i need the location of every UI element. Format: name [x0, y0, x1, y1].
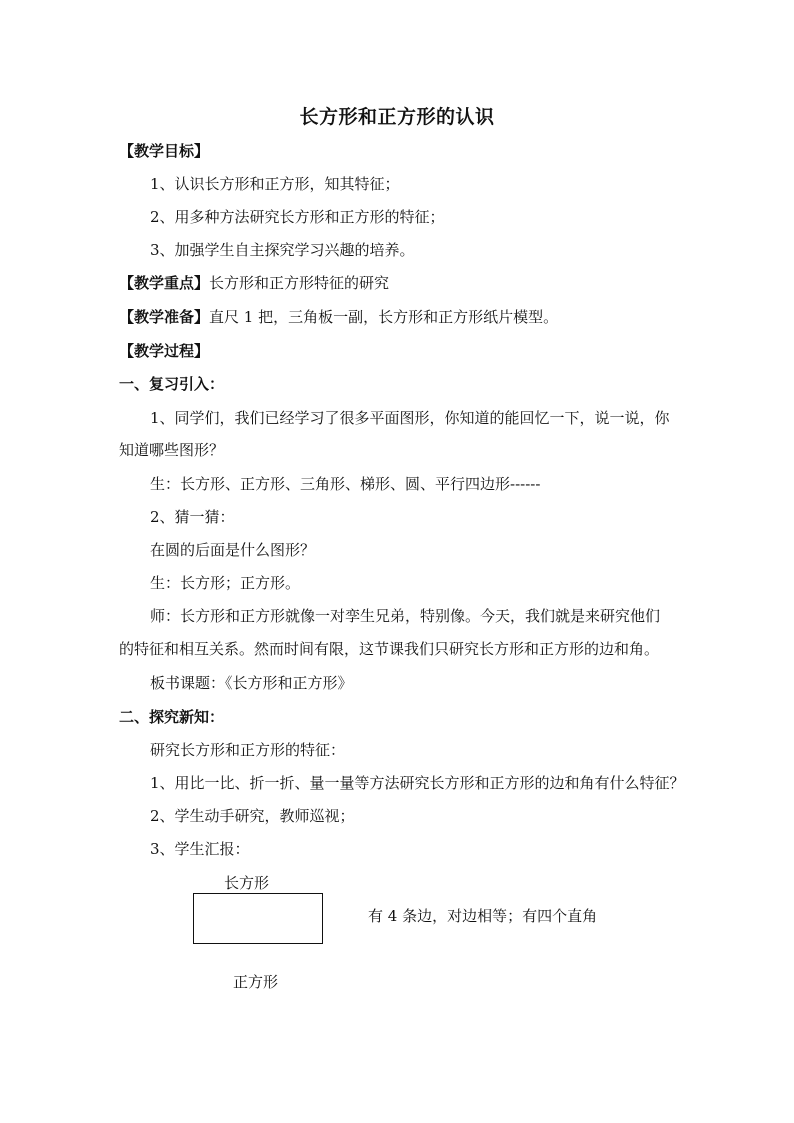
- objective-item-1: 1、认识长方形和正方形，知其特征；: [150, 175, 400, 193]
- preparation-line: [119, 307, 558, 327]
- section1-line-4: 2、猜一猜：: [150, 508, 235, 526]
- key-points-heading: 【教学重点】: [119, 274, 210, 292]
- section1-line-8: 的特征和相互关系。然而时间有限，这节课我们只研究长方形和正方形的边和角。: [119, 640, 660, 658]
- key-points-line: [119, 273, 389, 293]
- square-label: 正方形: [233, 973, 279, 991]
- rectangle-figure: [193, 893, 323, 944]
- preparation-text: 直尺 1 把，三角板一副，长方形和正方形纸片模型。: [209, 308, 559, 326]
- section1-line-6: 生：长方形；正方形。: [150, 574, 301, 592]
- section2-line-1: 研究长方形和正方形的特征：: [150, 741, 346, 759]
- section1-line-1: 1、同学们，我们已经学习了很多平面图形，你知道的能回忆一下，说一说，你: [150, 409, 670, 427]
- rectangle-label: 长方形: [224, 874, 270, 892]
- section1-line-9: 板书课题：《长方形和正方形》: [150, 674, 353, 692]
- section1-heading: 一、复习引入：: [119, 375, 225, 393]
- objective-item-2: 2、用多种方法研究长方形和正方形的特征；: [150, 208, 445, 226]
- section2-line-2: 1、用比一比、折一折、量一量等方法研究长方形和正方形的边和角有什么特征？: [150, 774, 685, 792]
- document-title: 长方形和正方形的认识: [299, 106, 495, 128]
- process-heading: 【教学过程】: [119, 342, 210, 360]
- section2-heading: 二、探究新知：: [119, 708, 225, 726]
- section1-line-3: 生：长方形、正方形、三角形、梯形、圆、平行四边形------: [150, 475, 541, 493]
- preparation-heading: 【教学准备】: [119, 308, 210, 326]
- objective-item-3: 3、加强学生自主探究学习兴趣的培养。: [150, 241, 415, 259]
- rectangle-description: 有 4 条边，对边相等；有四个直角: [368, 907, 598, 925]
- section1-line-7: 师：长方形和正方形就像一对孪生兄弟，特别像。今天，我们就是来研究他们: [150, 607, 661, 625]
- key-points-text: 长方形和正方形特征的研究: [209, 274, 390, 292]
- section1-line-2: 知道哪些图形？: [119, 441, 225, 459]
- section2-line-4: 3、学生汇报：: [150, 840, 250, 858]
- section1-line-5: 在圆的后面是什么图形？: [150, 541, 316, 559]
- section2-line-3: 2、学生动手研究，教师巡视；: [150, 807, 355, 825]
- objectives-heading: 【教学目标】: [119, 142, 210, 160]
